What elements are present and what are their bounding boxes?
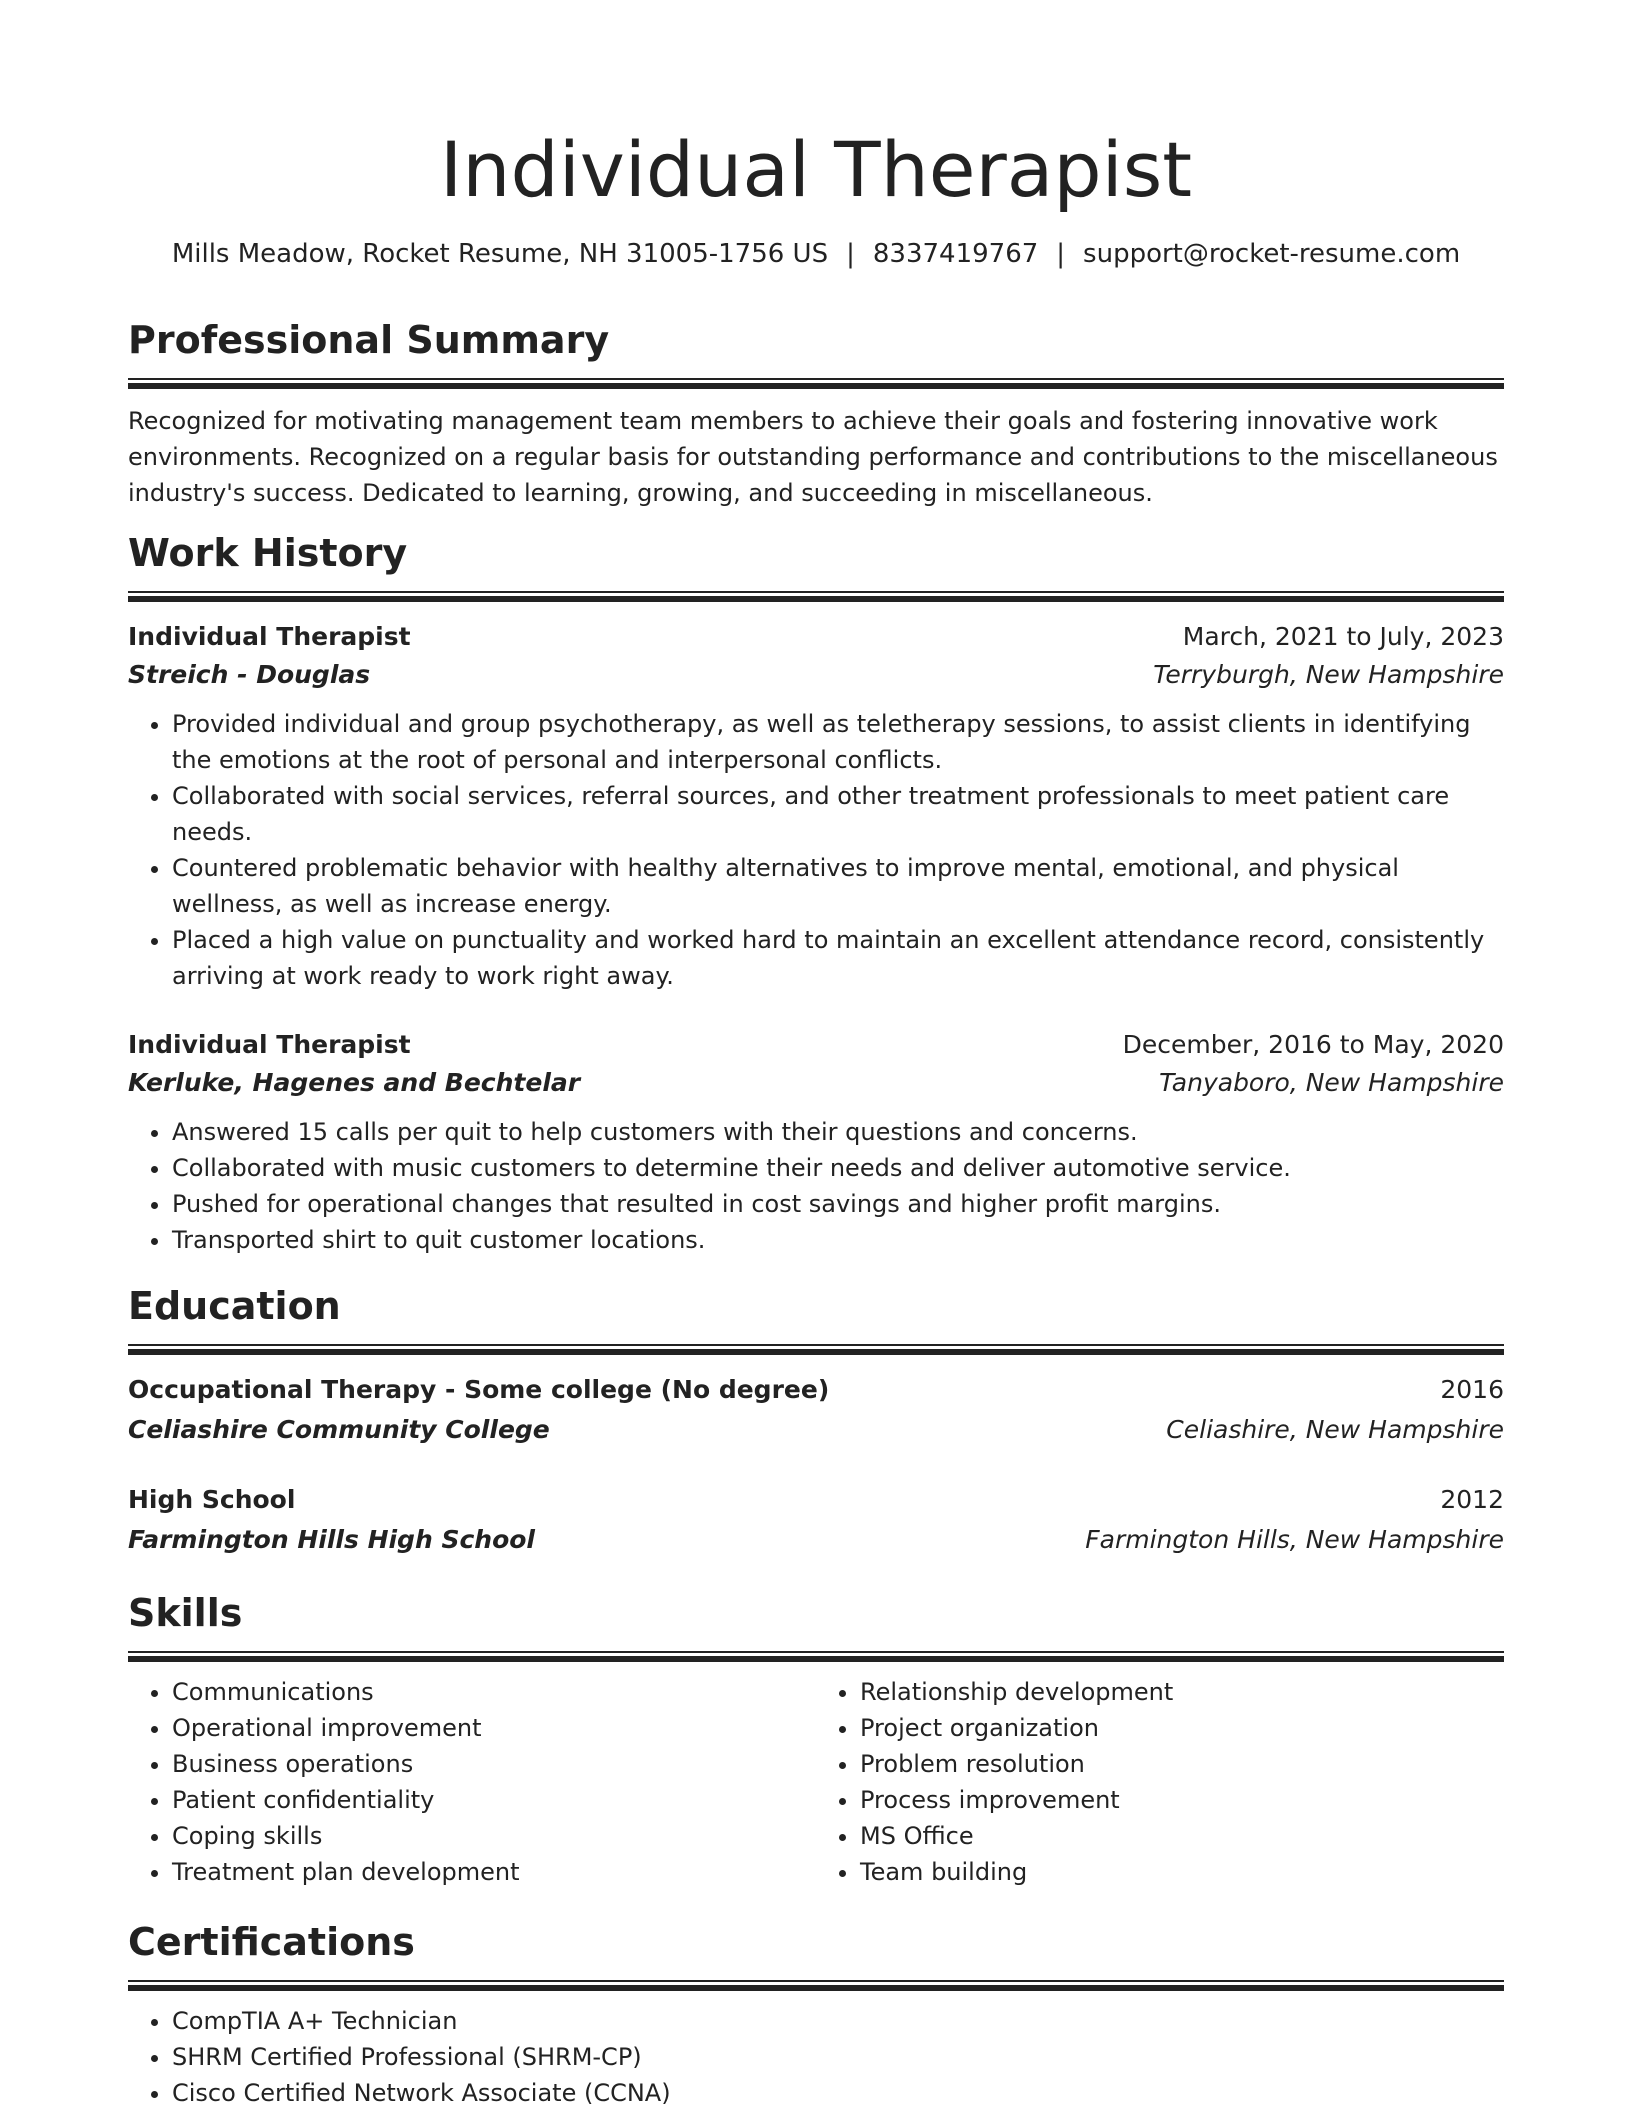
section-rule: [128, 591, 1504, 602]
list-item: • Problem resolution: [860, 1746, 1504, 1782]
contact-email: support@rocket-resume.com: [1083, 239, 1461, 269]
certifications-list: [128, 2003, 1504, 2111]
list-item: • SHRM Certified Professional (SHRM-CP): [172, 2039, 1504, 2075]
contact-phone: 8337419767: [872, 239, 1039, 269]
education-entry: [128, 1371, 1504, 1449]
list-item: • Treatment plan development: [172, 1854, 816, 1890]
education-degree: Occupational Therapy - Some college (No degree): [128, 1375, 830, 1404]
section-title-certifications: Certifications: [128, 1920, 415, 1964]
list-item: • Project organization: [860, 1710, 1504, 1746]
skills-section: [128, 1587, 1504, 1890]
section-title-work: Work History: [128, 531, 408, 575]
contact-line: [128, 236, 1504, 272]
summary-text: Recognized for motivating management team members to achieve their goals and fostering innovative work environments. Recognized on a regular basis for outstanding performance and contributions to the miscellaneous industry's success. Dedicated to learning, growing, and succeeding in miscellaneous.: [128, 407, 1498, 507]
job-company: Kerluke, Hagenes and Bechtelar: [128, 1068, 581, 1097]
job-title: Individual Therapist: [128, 1030, 411, 1059]
education-section: [128, 1280, 1504, 1559]
list-item: • Cisco Certified Network Associate (CCNA): [172, 2075, 1504, 2111]
resume-name: Individual Therapist: [439, 125, 1193, 214]
resume-page: [128, 0, 1504, 2111]
list-item: • Answered 15 calls per quit to help customers with their questions and concerns.: [172, 1114, 1504, 1150]
list-item: • Business operations: [172, 1746, 816, 1782]
list-item: • Placed a high value on punctuality and worked hard to maintain an excellent attendance record, consistently arriving at work ready to work right away.: [172, 922, 1504, 994]
section-title-summary: Professional Summary: [128, 318, 610, 362]
section-rule: [128, 1344, 1504, 1355]
list-item: • Collaborated with social services, referral sources, and other treatment professionals to meet patient care needs.: [172, 778, 1504, 850]
list-item: • Collaborated with music customers to determine their needs and deliver automotive service.: [172, 1150, 1504, 1186]
education-year: 2012: [1440, 1485, 1504, 1514]
job-company: Streich - Douglas: [128, 660, 371, 689]
summary-section: [128, 314, 1504, 511]
contact-separator: |: [846, 239, 855, 269]
contact-separator: |: [1056, 239, 1066, 269]
section-rule: [128, 1651, 1504, 1662]
list-item: • Relationship development: [860, 1674, 1504, 1710]
education-entry: [128, 1481, 1504, 1559]
job-location: Tanyaboro, New Hampshire: [1159, 1068, 1504, 1097]
education-year: 2016: [1440, 1375, 1504, 1404]
contact-address: Mills Meadow, Rocket Resume, NH 31005-1756 US: [171, 239, 829, 269]
education-school: Farmington Hills High School: [128, 1525, 535, 1554]
list-item: • Operational improvement: [172, 1710, 816, 1746]
certifications-section: [128, 1916, 1504, 2111]
education-location: Celiashire, New Hampshire: [1166, 1415, 1504, 1444]
list-item: • Team building: [860, 1854, 1504, 1890]
section-title-skills: Skills: [128, 1591, 243, 1635]
list-item: • Coping skills: [172, 1818, 816, 1854]
education-location: Farmington Hills, New Hampshire: [1085, 1525, 1504, 1554]
list-item: • Communications: [172, 1674, 816, 1710]
list-item: • Patient confidentiality: [172, 1782, 816, 1818]
section-rule: [128, 378, 1504, 389]
skills-column-right: [816, 1674, 1504, 1890]
job-bullets: [128, 706, 1504, 994]
education-school: Celiashire Community College: [128, 1415, 550, 1444]
job-bullets: [128, 1114, 1504, 1258]
education-degree: High School: [128, 1485, 296, 1514]
skills-column-left: [128, 1674, 816, 1890]
list-item: • MS Office: [860, 1818, 1504, 1854]
job-location: Terryburgh, New Hampshire: [1153, 660, 1504, 689]
list-item: • Countered problematic behavior with healthy alternatives to improve mental, emotional, and physical wellness, as well as increase energy.: [172, 850, 1504, 922]
list-item: • Transported shirt to quit customer locations.: [172, 1222, 1504, 1258]
job-entry: [128, 618, 1504, 994]
work-section: [128, 527, 1504, 1258]
section-title-education: Education: [128, 1284, 341, 1328]
skills-grid: [128, 1674, 1504, 1890]
job-dates: March, 2021 to July, 2023: [1182, 622, 1504, 651]
list-item: • CompTIA A+ Technician: [172, 2003, 1504, 2039]
list-item: • Process improvement: [860, 1782, 1504, 1818]
section-rule: [128, 1980, 1504, 1991]
job-dates: December, 2016 to May, 2020: [1122, 1030, 1504, 1059]
list-item: • Provided individual and group psychotherapy, as well as teletherapy sessions, to assist clients in identifying the emotions at the root of personal and interpersonal conflicts.: [172, 706, 1504, 778]
list-item: • Pushed for operational changes that resulted in cost savings and higher profit margins.: [172, 1186, 1504, 1222]
job-entry: [128, 1026, 1504, 1258]
job-title: Individual Therapist: [128, 622, 411, 651]
